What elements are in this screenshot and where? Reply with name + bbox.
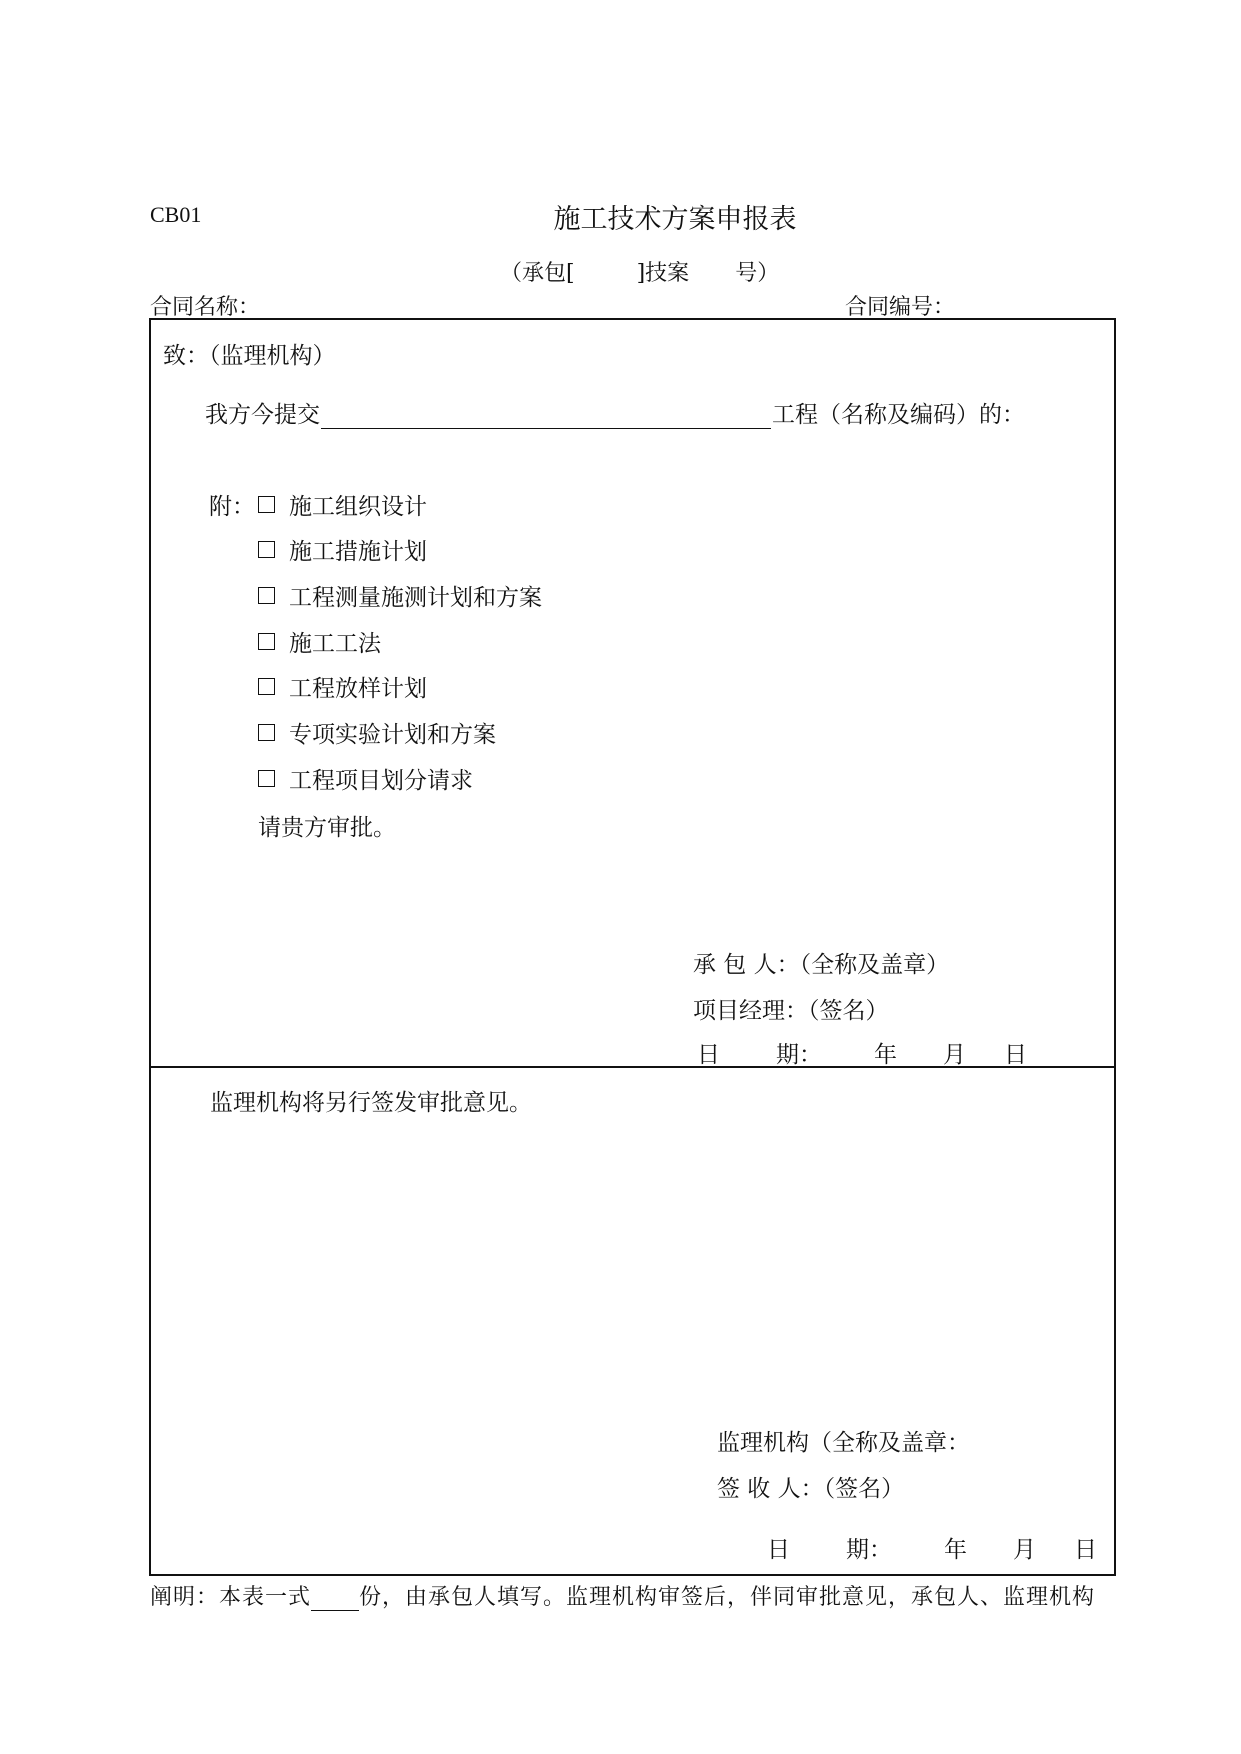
checkbox-icon[interactable] [258,678,275,695]
contractor-date-line: 日 期： 年 月 日 [697,1042,1027,1068]
submission-line: 我方今提交 工程（名称及编码）的： [205,402,1025,428]
checkbox-icon[interactable] [258,633,275,650]
checkbox-icon[interactable] [258,496,275,513]
supervisor-opinion: 监理机构将另行签发审批意见。 [210,1090,532,1116]
checkbox-icon[interactable] [258,587,275,604]
supervisor-date-line: 日 期： 年 月 日 [767,1537,1097,1563]
contractor-signature-label: 承 包 人：（全称及盖章） [693,952,950,978]
attachment-label: 附： [209,494,255,520]
contract-no-label: 合同编号： [845,295,956,320]
addressee-line: 致：（监理机构） [163,343,336,369]
checkbox-icon[interactable] [258,770,275,787]
attachment-item: 施工措施计划 [258,533,427,566]
attachment-item: 施工组织设计 [258,488,427,521]
supervisor-signature-label: 监理机构（全称及盖章： [717,1430,970,1456]
footer-note: 阐明：本表一式 份，由承包人填写。监理机构审签后，伴同审批意见，承包人、监理机构 [150,1585,1096,1610]
attachment-item: 工程项目划分请求 [258,762,473,795]
checkbox-icon[interactable] [258,724,275,741]
form-code: CB01 [150,202,202,227]
copies-blank[interactable] [311,1588,359,1611]
attachment-item: 工程测量施测计划和方案 [258,579,542,612]
form-subtitle: （承包[ ]技案 号） [500,261,780,286]
form-title: 施工技术方案申报表 [553,204,797,235]
checkbox-icon[interactable] [258,541,275,558]
contract-name-label: 合同名称： [150,295,261,320]
attachment-item: 专项实验计划和方案 [258,716,496,749]
pm-signature-label: 项目经理：（签名） [693,998,889,1024]
project-name-blank[interactable] [321,404,771,429]
attachment-item: 工程放样计划 [258,670,427,703]
receiver-signature-label: 签 收 人：（签名） [717,1476,905,1502]
approval-request: 请贵方审批。 [258,815,396,841]
attachment-item: 施工工法 [258,625,381,658]
